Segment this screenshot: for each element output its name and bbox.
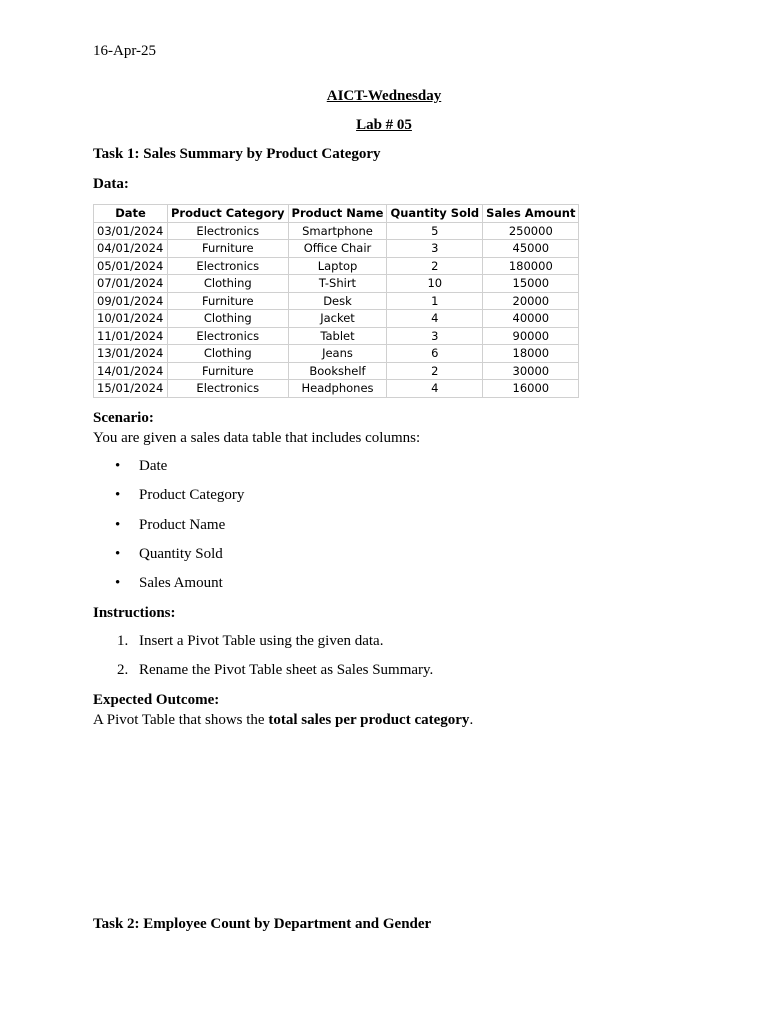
table-cell: 4 <box>387 310 483 328</box>
table-cell: 07/01/2024 <box>94 275 168 293</box>
table-cell: Furniture <box>168 362 289 380</box>
instruction-number: 2. <box>117 662 129 678</box>
scenario-label: Scenario: <box>93 410 154 426</box>
table-cell: 16000 <box>483 380 579 398</box>
table-cell: 45000 <box>483 240 579 258</box>
table-cell: Clothing <box>168 310 289 328</box>
table-row <box>94 257 579 275</box>
bullet-icon: • <box>115 516 121 533</box>
instruction-item <box>93 662 433 691</box>
table-cell: 20000 <box>483 292 579 310</box>
table-cell: 10/01/2024 <box>94 310 168 328</box>
instruction-item <box>93 633 433 662</box>
list-item-label: Product Name <box>139 516 226 533</box>
table-cell: 04/01/2024 <box>94 240 168 258</box>
list-item <box>93 487 244 516</box>
bullet-icon: • <box>115 458 121 474</box>
table-cell: Smartphone <box>288 222 387 240</box>
table-cell: 2 <box>387 362 483 380</box>
table-cell: 11/01/2024 <box>94 327 168 345</box>
column-bullet-list <box>93 458 244 604</box>
table-cell: 10 <box>387 275 483 293</box>
column-header: Quantity Sold <box>387 205 483 223</box>
table-cell: Jacket <box>288 310 387 328</box>
lab-title: Lab # 05 <box>356 117 412 133</box>
expected-outcome-label: Expected Outcome: <box>93 692 220 708</box>
table-cell: Furniture <box>168 240 289 258</box>
expected-outcome-text <box>93 712 473 729</box>
instruction-text: Insert a Pivot Table using the given data. <box>139 633 384 649</box>
bullet-icon: • <box>115 487 121 504</box>
list-item-label: Product Category <box>139 487 245 504</box>
table-cell: 90000 <box>483 327 579 345</box>
table-cell: 18000 <box>483 345 579 363</box>
table-cell: 03/01/2024 <box>94 222 168 240</box>
scenario-text: You are given a sales data table that includes columns: <box>93 430 421 446</box>
table-row <box>94 222 579 240</box>
table-cell: Electronics <box>168 222 289 240</box>
table-row <box>94 292 579 310</box>
table-cell: Electronics <box>168 380 289 398</box>
instruction-text: Rename the Pivot Table sheet as Sales Summary. <box>139 662 434 678</box>
table-cell: Furniture <box>168 292 289 310</box>
column-header: Product Category <box>168 205 289 223</box>
table-row <box>94 240 579 258</box>
list-item <box>93 517 244 546</box>
table-header <box>94 205 579 223</box>
table-cell: 250000 <box>483 222 579 240</box>
list-item-label: Quantity Sold <box>139 545 223 562</box>
outcome-suffix: . <box>469 712 474 728</box>
table-cell: 4 <box>387 380 483 398</box>
outcome-prefix: A Pivot Table that shows the <box>93 712 269 728</box>
column-header: Sales Amount <box>483 205 579 223</box>
table-cell: T-Shirt <box>288 275 387 293</box>
table-cell: Electronics <box>168 327 289 345</box>
list-item <box>93 458 244 487</box>
list-item <box>93 575 244 604</box>
table-cell: Tablet <box>288 327 387 345</box>
table-cell: 09/01/2024 <box>94 292 168 310</box>
table-cell: Headphones <box>288 380 387 398</box>
table-body <box>94 222 579 397</box>
task2-heading: Task 2: Employee Count by Department and Gender <box>93 916 432 932</box>
column-header: Product Name <box>288 205 387 223</box>
table-cell: 15000 <box>483 275 579 293</box>
table-cell: 30000 <box>483 362 579 380</box>
bullet-icon: • <box>115 575 121 592</box>
table-cell: 3 <box>387 327 483 345</box>
task1-heading: Task 1: Sales Summary by Product Category <box>93 146 381 162</box>
table-cell: 05/01/2024 <box>94 257 168 275</box>
table-cell: 40000 <box>483 310 579 328</box>
table-cell: 3 <box>387 240 483 258</box>
table-cell: Clothing <box>168 275 289 293</box>
instructions-label: Instructions: <box>93 605 176 621</box>
document-date: 16-Apr-25 <box>93 43 157 59</box>
list-item <box>93 546 244 575</box>
sales-data-table <box>93 204 579 398</box>
instruction-number: 1. <box>117 633 129 649</box>
table-row <box>94 327 579 345</box>
table-cell: Jeans <box>288 345 387 363</box>
instructions-list <box>93 633 433 691</box>
outcome-bold: total sales per product category <box>268 712 470 728</box>
table-cell: 15/01/2024 <box>94 380 168 398</box>
course-title: AICT-Wednesday <box>326 88 442 104</box>
list-item-label: Sales Amount <box>139 575 223 592</box>
table-cell: Office Chair <box>288 240 387 258</box>
column-header: Date <box>94 205 168 223</box>
table-cell: Laptop <box>288 257 387 275</box>
table-row <box>94 345 579 363</box>
table-row <box>94 310 579 328</box>
table-cell: Electronics <box>168 257 289 275</box>
table-row <box>94 275 579 293</box>
table-row <box>94 380 579 398</box>
table-cell: 180000 <box>483 257 579 275</box>
bullet-icon: • <box>115 545 121 562</box>
list-item-label: Date <box>139 458 168 474</box>
table-cell: 5 <box>387 222 483 240</box>
table-cell: 2 <box>387 257 483 275</box>
table-cell: 14/01/2024 <box>94 362 168 380</box>
table-cell: 1 <box>387 292 483 310</box>
table-cell: Desk <box>288 292 387 310</box>
table-cell: Clothing <box>168 345 289 363</box>
table-row <box>94 362 579 380</box>
table-header-row <box>94 205 579 223</box>
table-cell: 13/01/2024 <box>94 345 168 363</box>
data-label: Data: <box>93 176 129 192</box>
table-cell: 6 <box>387 345 483 363</box>
table-cell: Bookshelf <box>288 362 387 380</box>
